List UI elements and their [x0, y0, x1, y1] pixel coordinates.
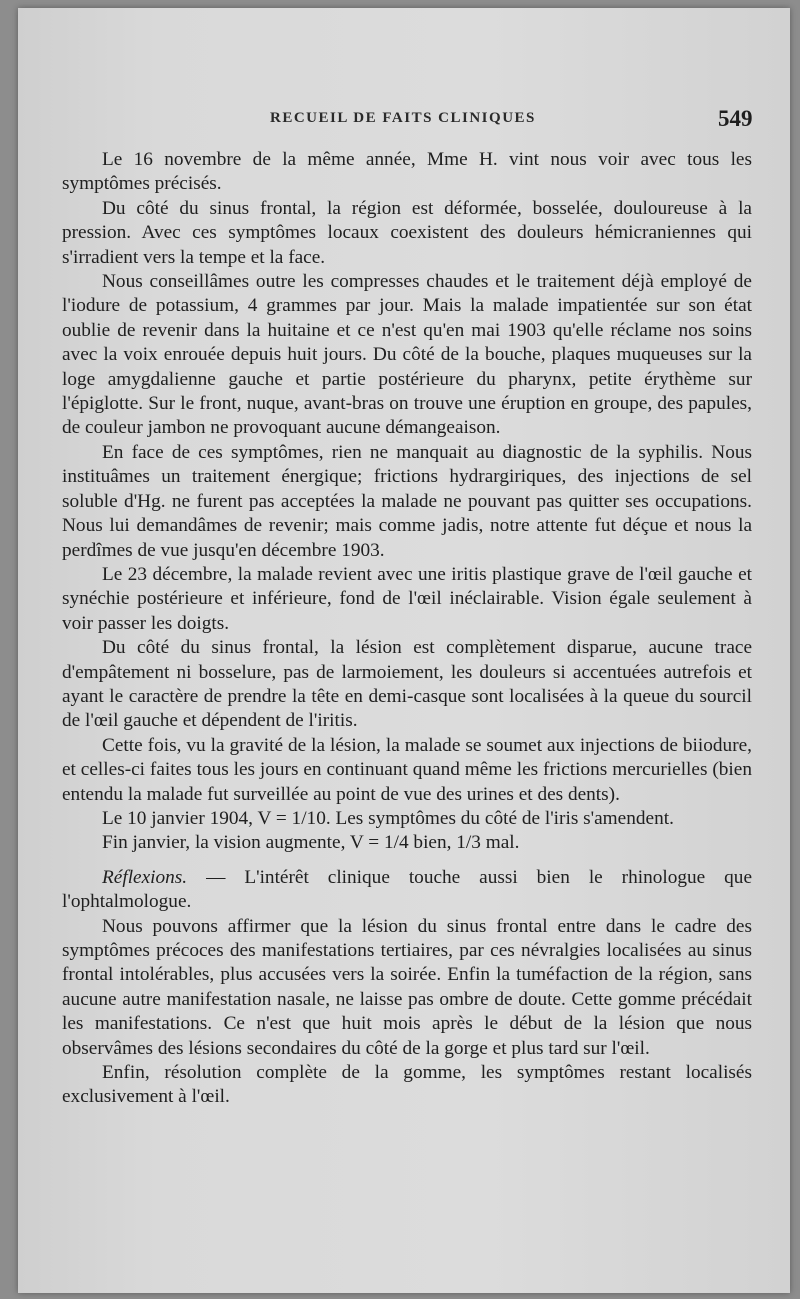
paragraph: Cette fois, vu la gravité de la lésion, la malade se soumet aux injections de biiodure, et celles-ci faites tous les jours en continuant quand même les frictions mercurielles (bien entendu la malade fut surveillée au point de vue des urines et des dents). — [62, 734, 752, 805]
paragraph: Du côté du sinus frontal, la région est déformée, bosselée, douloureuse à la pression. Avec ces symptômes locaux coexistent des douleurs hémicraniennes qui s'irradient vers la tempe et la face. — [62, 197, 752, 268]
paragraph: Enfin, résolution complète de la gomme, les symptômes restant localisés exclusivement à l'œil. — [62, 1062, 752, 1108]
reflexions-text: — L'intérêt clinique touche aussi bien le rhinologue que l'ophtalmologue. — [62, 866, 752, 913]
paragraph: Fin janvier, la vision augmente, V = 1/4 bien, 1/3 mal. — [102, 832, 520, 854]
reflexions-label: Réflexions. — [102, 866, 188, 888]
page-number: 549 — [718, 106, 753, 131]
page-header — [18, 106, 790, 136]
paragraph: Le 23 décembre, la malade revient avec une iritis plastique grave de l'œil gauche et synéchie postérieure et inférieure, fond de l'œil inéclairable. Vision égale seulement à voir passer les doigts. — [62, 563, 752, 634]
paragraph: Nous pouvons affirmer que la lésion du sinus frontal entre dans le cadre des symptômes précoces des manifestations tertiaires, par ces névralgies localisées au sinus frontal intolérables, plus accusées vers la soirée. Enfin la tuméfaction de la région, sans aucune autre manifestation nasale, ne laisse pas ombre de doute. Cette gomme précédait les manifestations. Ce n'est que huit mois après le début de la lésion que nous observâmes des lésions secondaires du côté de la gorge et plus tard sur l'œil. — [62, 915, 752, 1059]
paragraph: Nous conseillâmes outre les compresses chaudes et le traitement déjà employé de l'iodure de potassium, 4 grammes par jour. Mais la malade impatientée sur son état oublie de revenir dans la huitaine et ce n'est qu'en mai 1903 qu'elle réclame nos soins avec la voix enrouée depuis huit jours. Du côté de la bouche, plaques muqueuses sur la loge amygdalienne gauche et partie postérieure du pharynx, petite érythème sur l'épiglotte. Sur le front, nuque, avant-bras on trouve une éruption en groupe, des papules, de couleur jambon ne provoquant aucune démangeaison. — [62, 271, 752, 439]
running-title: RECUEIL DE FAITS CLINIQUES — [270, 110, 536, 126]
page-body — [62, 148, 752, 1110]
reflexions-paragraph — [62, 866, 752, 915]
paragraph: Le 10 janvier 1904, V = 1/10. Les symptômes du côté de l'iris s'amendent. — [102, 807, 674, 829]
paragraph: Du côté du sinus frontal, la lésion est complètement disparue, aucune trace d'empâtement ni bosselure, pas de larmoiement, les douleurs si accentuées autrefois et ayant le caractère de prendre la tête en demi-casque sont localisées à la queue du sourcil de l'œil gauche et dépendent de l'iritis. — [62, 637, 752, 732]
paragraph: En face de ces symptômes, rien ne manquait au diagnostic de la syphilis. Nous instituâmes un traitement énergique; frictions hydrargiriques, des injections de sel soluble d'Hg. ne furent pas acceptées la malade ne pouvant pas quitter ses occupations. Nous lui demandâmes de revenir; mais comme jadis, notre attente fut déçue et nous la perdîmes de vue jusqu'en décembre 1903. — [62, 441, 752, 561]
paragraph: Le 16 novembre de la même année, Mme H. vint nous voir avec tous les symptômes précisés. — [62, 149, 752, 195]
